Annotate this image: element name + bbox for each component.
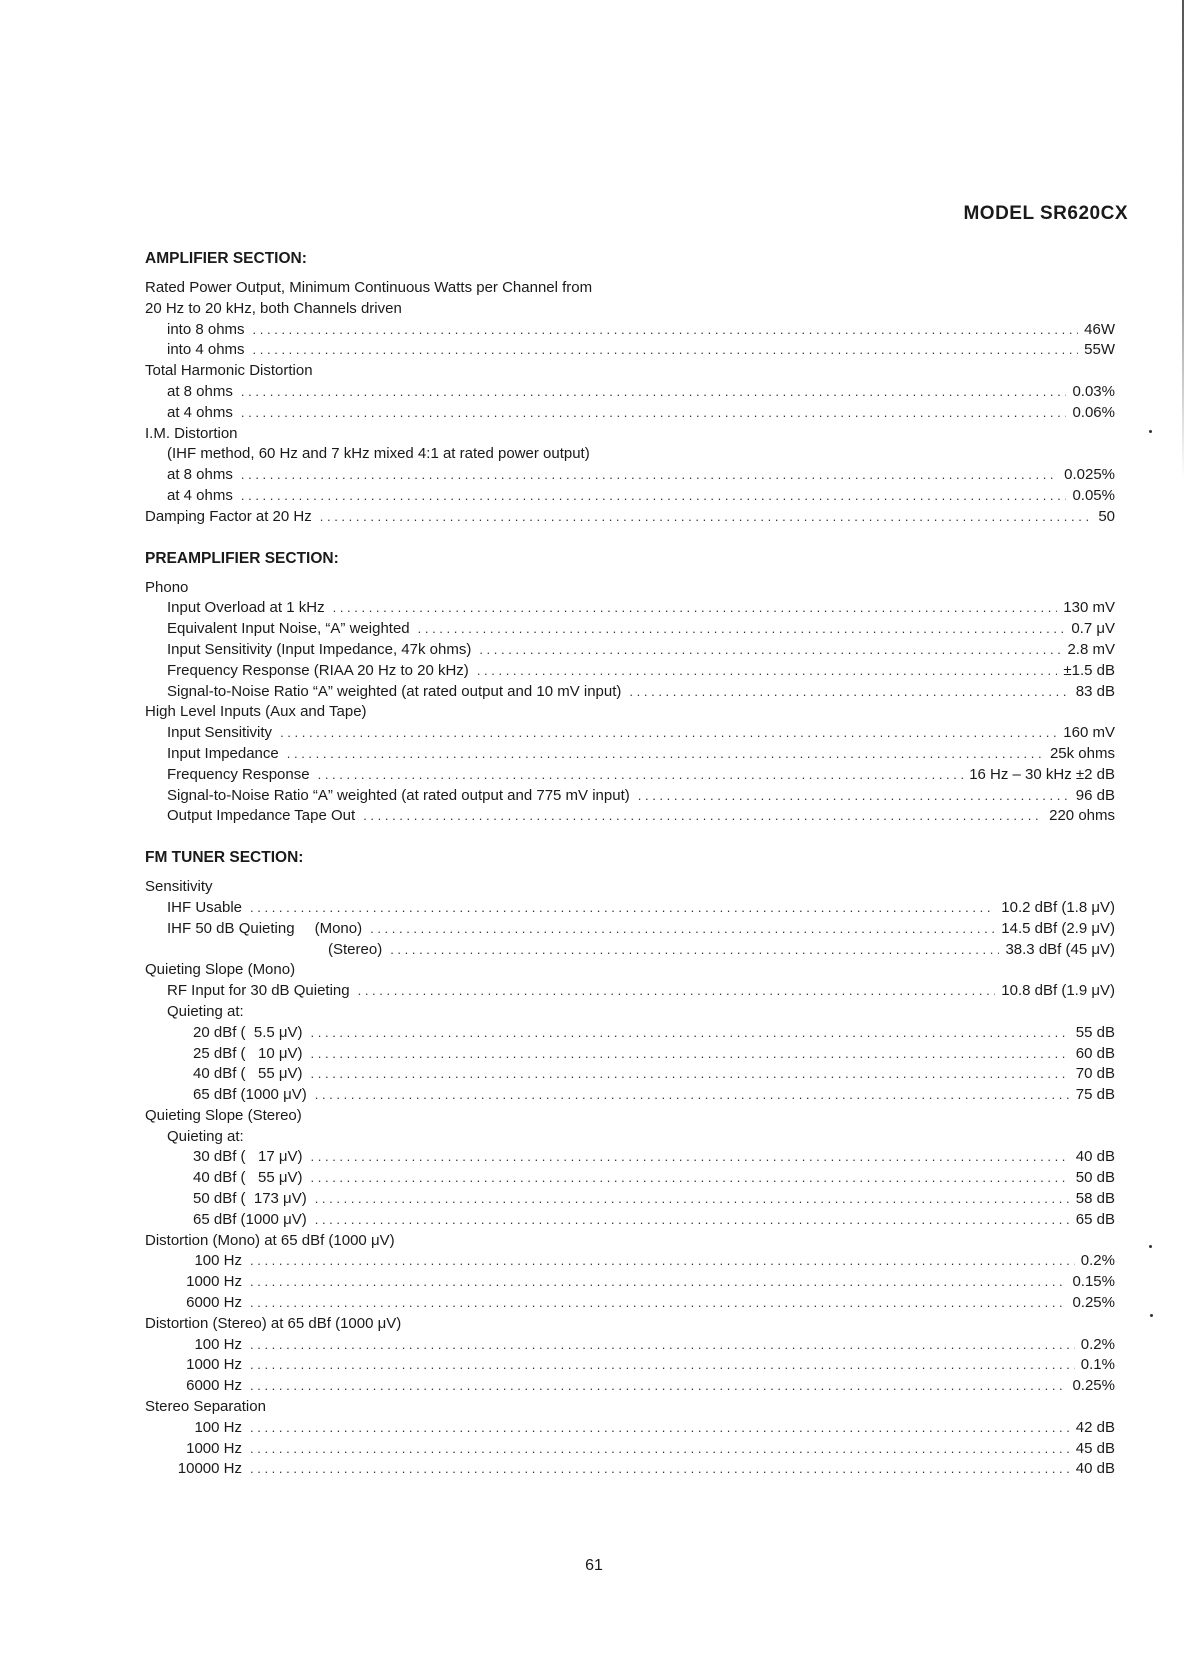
spec-row: 40 dBf ( 55 μV) . . . 50 dB xyxy=(145,1168,1115,1189)
scan-speck xyxy=(1149,1245,1152,1248)
spec-note: (IHF method, 60 Hz and 7 kHz mixed 4:1 at rated power output) xyxy=(167,445,590,463)
spec-row: Signal-to-Noise Ratio “A” weighted (at rated output and 10 mV input) . . . 83 dB xyxy=(145,682,1115,703)
spec-heading: 20 Hz to 20 kHz, both Channels driven xyxy=(145,299,402,317)
page-number: 61 xyxy=(585,1557,603,1574)
spec-row: 6000 Hz . . . 0.25% xyxy=(145,1293,1115,1314)
spec-row: 20 dBf ( 5.5 μV) . . . 55 dB xyxy=(145,1023,1115,1044)
spec-row: 40 dBf ( 55 μV) . . . 70 dB xyxy=(145,1064,1115,1085)
spec-row: RF Input for 30 dB Quieting . . . 10.8 dBf (1.9 μV) xyxy=(145,981,1115,1002)
spec-row: 100 Hz . . . 0.2% xyxy=(145,1251,1115,1272)
spec-row: 25 dBf ( 10 μV) . . . 60 dB xyxy=(145,1044,1115,1065)
model-title: MODEL SR620CX xyxy=(963,203,1128,224)
spec-heading: Phono xyxy=(145,578,189,596)
spec-row: Frequency Response (RIAA 20 Hz to 20 kHz) . . . ±1.5 dB xyxy=(145,661,1115,682)
spec-row: 30 dBf ( 17 μV) . . . 40 dB xyxy=(145,1147,1115,1168)
scan-speck xyxy=(1150,1314,1153,1317)
spec-row: IHF Usable . . . 10.2 dBf (1.8 μV) xyxy=(145,898,1115,919)
scan-edge xyxy=(1182,0,1184,480)
spec-heading: Quieting Slope (Stereo) xyxy=(145,1106,302,1124)
spec-heading: Distortion (Mono) at 65 dBf (1000 μV) xyxy=(145,1231,395,1249)
spec-row: at 8 ohms . . . 0.03% xyxy=(145,382,1115,403)
spec-row: Input Sensitivity (Input Impedance, 47k ohms) . . . 2.8 mV xyxy=(145,640,1115,661)
spec-row: at 4 ohms . . . 0.05% xyxy=(145,486,1115,507)
spec-row: Signal-to-Noise Ratio “A” weighted (at rated output and 775 mV input) . . . 96 dB xyxy=(145,786,1115,807)
spec-row: 65 dBf (1000 μV) . . . 65 dB xyxy=(145,1210,1115,1231)
spec-row: 6000 Hz . . . 0.25% xyxy=(145,1376,1115,1397)
spec-subheading: Quieting at: xyxy=(167,1002,244,1020)
spec-heading: High Level Inputs (Aux and Tape) xyxy=(145,703,367,721)
amplifier-section-title: AMPLIFIER SECTION: xyxy=(145,250,307,267)
spec-row: 65 dBf (1000 μV) . . . 75 dB xyxy=(145,1085,1115,1106)
spec-heading: Quieting Slope (Mono) xyxy=(145,961,296,979)
fm-tuner-section-title: FM TUNER SECTION: xyxy=(145,849,304,867)
spec-row: 1000 Hz . . . 0.15% xyxy=(145,1272,1115,1293)
spec-heading: I.M. Distortion xyxy=(145,424,238,442)
spec-row: (Stereo) . . . 38.3 dBf (45 μV) xyxy=(145,940,1115,961)
spec-row: at 4 ohms . . . 0.06% xyxy=(145,403,1115,424)
spec-content xyxy=(145,248,1115,1480)
spec-row: Equivalent Input Noise, “A” weighted . . . 0.7 μV xyxy=(145,619,1115,640)
spec-row: Damping Factor at 20 Hz . . . 50 xyxy=(145,507,1115,528)
spec-heading: Sensitivity xyxy=(145,878,213,896)
spec-row: Input Sensitivity . . . 160 mV xyxy=(145,723,1115,744)
spec-heading: Distortion (Stereo) at 65 dBf (1000 μV) xyxy=(145,1314,402,1332)
spec-row: Input Impedance . . . 25k ohms xyxy=(145,744,1115,765)
spec-row: Input Overload at 1 kHz . . . 130 mV xyxy=(145,598,1115,619)
spec-heading: Stereo Separation xyxy=(145,1398,266,1416)
spec-row: IHF 50 dB Quieting (Mono) . . . 14.5 dBf (2.9 μV) xyxy=(145,919,1115,940)
spec-row: into 8 ohms . . . 46W xyxy=(145,320,1115,341)
scan-speck xyxy=(1149,430,1152,433)
spec-row: at 8 ohms . . . 0.025% xyxy=(145,465,1115,486)
spec-row: 100 Hz . . . 42 dB xyxy=(145,1418,1115,1439)
spec-row: Output Impedance Tape Out . . . 220 ohms xyxy=(145,806,1115,827)
spec-row: 10000 Hz . . . 40 dB xyxy=(145,1459,1115,1480)
spec-subheading: Quieting at: xyxy=(167,1127,244,1145)
spec-heading: Total Harmonic Distortion xyxy=(145,362,313,380)
spec-row: into 4 ohms . . . 55W xyxy=(145,340,1115,361)
spec-row: Frequency Response . . . 16 Hz – 30 kHz ±2 dB xyxy=(145,765,1115,786)
spec-row: 100 Hz . . . 0.2% xyxy=(145,1335,1115,1356)
spec-row: 1000 Hz . . . 0.1% xyxy=(145,1355,1115,1376)
spec-heading: Rated Power Output, Minimum Continuous Watts per Channel from xyxy=(145,279,593,296)
spec-row: 1000 Hz . . . 45 dB xyxy=(145,1439,1115,1460)
spec-row: 50 dBf ( 173 μV) . . . 58 dB xyxy=(145,1189,1115,1210)
preamplifier-section-title: PREAMPLIFIER SECTION: xyxy=(145,549,339,567)
